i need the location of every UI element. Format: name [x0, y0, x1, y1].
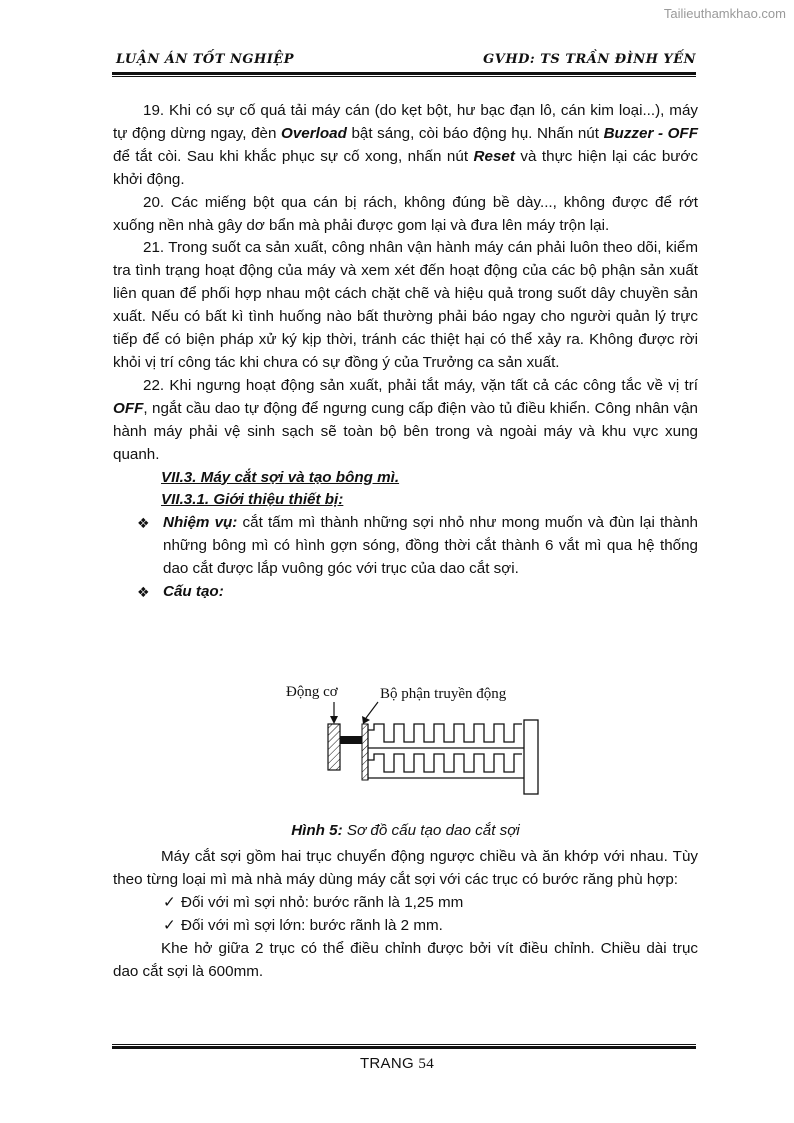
header-rule	[112, 72, 696, 75]
figure-caption: Hình 5: Sơ đồ cấu tạo dao cắt sợi	[291, 822, 520, 839]
cutter-diagram-svg	[270, 680, 560, 800]
page-header	[112, 50, 696, 70]
section-heading: VII.3. Máy cắt sợi và tạo bông mì.	[161, 468, 400, 486]
footer-rule	[112, 1046, 696, 1049]
header-title: LUẬN ÁN TỐT NGHIỆP	[116, 52, 294, 67]
bullet-structure: ❖ Cấu tạo:	[113, 581, 698, 604]
paragraph-19: 19. Khi có sự cố quá tải máy cán (do kẹt bột, hư bạc đạn lô, cán kim loại...), máy tự động dừng ngay, đèn Overload bật sáng, còi báo động hụ. Nhấn nút Buzzer - OFF để tắt còi. Sau khi khắc phục sự cố xong, nhấn nút Reset và thực hiện lại các bước khởi động.	[113, 102, 698, 188]
page-footer	[0, 1055, 794, 1073]
header-advisor: GVHD: TS TRẦN ĐÌNH YẾN	[483, 52, 696, 67]
paragraph-20: 20. Các miếng bột qua cán bị rách, không đúng bề dày..., không được để rớt xuống nền nhà gây dơ bẩn mà phải được gom lại và đưa lên máy trộn lại.	[113, 193, 698, 234]
bullet-task: ❖ Nhiệm vụ: cắt tấm mì thành những sợi nhỏ như mong muốn và đùn lại thành những bông mì có hình gợn sóng, đồng thời cắt thành 6 vắt mì qua hệ thống dao cắt được lắp vuông góc với trục của dao cắt sợi.	[137, 514, 699, 578]
label-motor: Động cơ	[286, 684, 338, 700]
subsection-heading: VII.3.1. Giới thiệu thiết bị:	[161, 491, 344, 509]
watermark: Tailieuthamkhao.com	[663, 6, 786, 21]
label-drive: Bộ phận truyền động	[380, 686, 507, 702]
diamond-bullet-icon: ❖	[137, 515, 150, 532]
paragraph-gap: Khe hở giữa 2 trục có thể điều chỉnh được bởi vít điều chỉnh. Chiều dài trục dao cắt sợi là 600mm.	[113, 939, 698, 980]
check-item-small: ✓ Đối với mì sợi nhỏ: bước rãnh là 1,25 mm	[113, 892, 698, 915]
paragraph-22: 22. Khi ngưng hoạt động sản xuất, phải tắt máy, vặn tất cả các công tắc về vị trí OFF, ngắt cầu dao tự động để ngưng cung cấp điện vào tủ điều khiển. Công nhân vận hành máy phải vệ sinh sạch sẽ toàn bộ bên trong và ngoài máy và khu vực xung quanh.	[113, 376, 698, 463]
check-item-large: ✓ Đối với mì sợi lớn: bước rãnh là 2 mm.	[113, 915, 698, 938]
page-label: TRANG	[359, 1055, 414, 1072]
figure-cutter-diagram	[270, 680, 560, 800]
diamond-bullet-icon: ❖	[137, 584, 150, 601]
header-rule-thin	[112, 76, 696, 77]
body-bottom	[113, 846, 698, 983]
checkmark-icon: ✓	[163, 916, 176, 934]
checkmark-icon: ✓	[163, 893, 176, 911]
page-number: 54	[418, 1056, 435, 1072]
paragraph-21: 21. Trong suốt ca sản xuất, công nhân vận hành máy cán phải luôn theo dõi, kiểm tra tình trạng hoạt động của máy và xem xét đến hoạt động của các bộ phận sản xuất liên quan để phối hợp nhau một cách chặt chẽ và hiệu quả trong suốt dây chuyền sản xuất. Nếu có bất kì tình huống nào bất thường phải báo ngay cho người quản lý trực tiếp để có biện pháp xử ký kịp thời, tránh các thiệt hại có thể xảy ra. Không được rời khỏi vị trí công tác khi chưa có sự đồng ý của Trưởng ca sản xuất.	[113, 239, 698, 371]
footer-rule-thin	[112, 1044, 696, 1045]
paragraph-cutter: Máy cắt sợi gồm hai trục chuyển động ngược chiều và ăn khớp với nhau. Tùy theo từng loại mì mà nhà máy dùng máy cắt sợi với các trục có bước răng phù hợp:	[113, 848, 698, 888]
body-top	[113, 100, 698, 604]
